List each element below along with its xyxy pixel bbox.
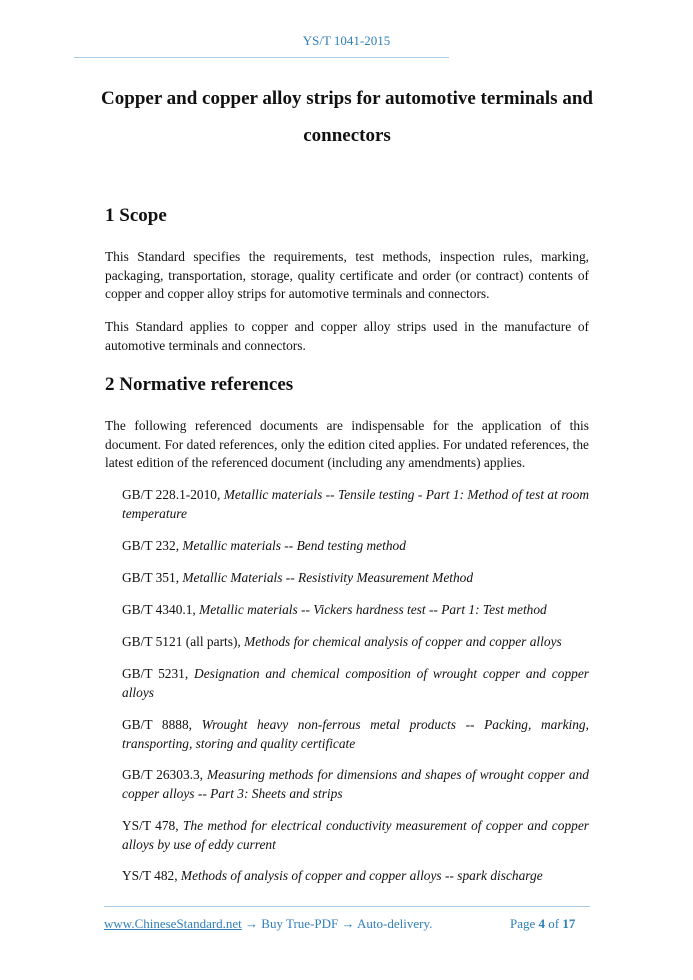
page-total: 17 [562, 916, 576, 931]
arrow-right-icon: → [341, 916, 355, 931]
section-1 [105, 205, 589, 227]
page-indicator [510, 916, 575, 932]
reference-item [122, 569, 589, 588]
reference-item [122, 601, 589, 620]
document-title: Copper and copper alloy strips for automotive terminals and connectors [101, 88, 593, 146]
reference-code: GB/T 8888, [122, 717, 193, 732]
reference-item [122, 537, 589, 556]
reference-code: YS/T 482, [122, 868, 178, 883]
reference-code: GB/T 351, [122, 570, 180, 585]
reference-title: Metallic materials -- Vickers hardness test -- Part 1: Test method [199, 602, 547, 617]
reference-title: Measuring methods for dimensions and shapes of wrought copper and copper alloys -- Part 3: Sheets and strips [122, 767, 589, 801]
normative-intro-paragraph: The following referenced documents are indispensable for the application of this document. For dated references, only the edition cited applies. For undated references, the latest edition of the referenced document (including any amendments) applies. [105, 418, 589, 471]
reference-title: Metallic materials -- Tensile testing - Part 1: Method of test at room temperature [122, 487, 589, 521]
reference-title: Metallic materials -- Bend testing method [182, 538, 406, 553]
reference-code: GB/T 5121 (all parts), [122, 634, 241, 649]
page-current: 4 [538, 916, 546, 931]
scope-paragraph-2: This Standard applies to copper and copper alloy strips used in the manufacture of automotive terminals and connectors. [105, 319, 589, 353]
reference-item [122, 633, 589, 652]
reference-code: YS/T 478, [122, 818, 179, 833]
reference-title: Methods for chemical analysis of copper and copper alloys [244, 634, 562, 649]
reference-title: Designation and chemical composition of wrought copper and copper alloys [122, 666, 589, 700]
header-rule [74, 57, 449, 58]
document-header-id: YS/T 1041-2015 [302, 33, 391, 48]
reference-title: The method for electrical conductivity measurement of copper and copper alloys by use of eddy current [122, 818, 589, 852]
reference-title: Methods of analysis of copper and copper alloys -- spark discharge [180, 868, 543, 883]
reference-code: GB/T 232, [122, 538, 180, 553]
scope-paragraph-1-wrap [105, 248, 589, 304]
chinesestandard-link[interactable]: www.ChineseStandard.net [104, 916, 242, 931]
reference-item [122, 766, 589, 803]
section-2 [105, 374, 589, 396]
arrow-right-icon: → [245, 916, 259, 931]
section-heading-normative-references: 2 Normative references [105, 374, 294, 395]
page-of-label: of [548, 916, 560, 931]
scope-paragraph-1: This Standard specifies the requirements, test methods, inspection rules, marking, packaging, transportation, storage, quality certificate and order (or contract) contents of copper and copper alloy strips for automotive terminals and connectors. [105, 249, 589, 302]
auto-delivery-text: Auto-delivery. [357, 916, 433, 931]
normative-intro-wrap [105, 417, 589, 473]
reference-item [122, 665, 589, 702]
reference-code: GB/T 228.1-2010, [122, 487, 221, 502]
reference-title: Wrought heavy non-ferrous metal products -- Packing, marking, transporting, storing and quality certificate [122, 717, 589, 751]
reference-code: GB/T 4340.1, [122, 602, 196, 617]
page-label: Page [510, 916, 536, 931]
reference-item [122, 867, 589, 886]
reference-code: GB/T 26303.3, [122, 767, 204, 782]
reference-item [122, 486, 589, 523]
section-heading-scope: 1 Scope [105, 205, 167, 226]
reference-item [122, 716, 589, 753]
reference-item [122, 817, 589, 854]
buy-true-pdf-text: Buy True-PDF [261, 916, 339, 931]
footer-rule [104, 906, 590, 907]
reference-code: GB/T 5231, [122, 666, 189, 681]
footer-promo [104, 916, 432, 932]
scope-paragraph-2-wrap [105, 318, 589, 355]
reference-title: Metallic Materials -- Resistivity Measurement Method [182, 570, 474, 585]
